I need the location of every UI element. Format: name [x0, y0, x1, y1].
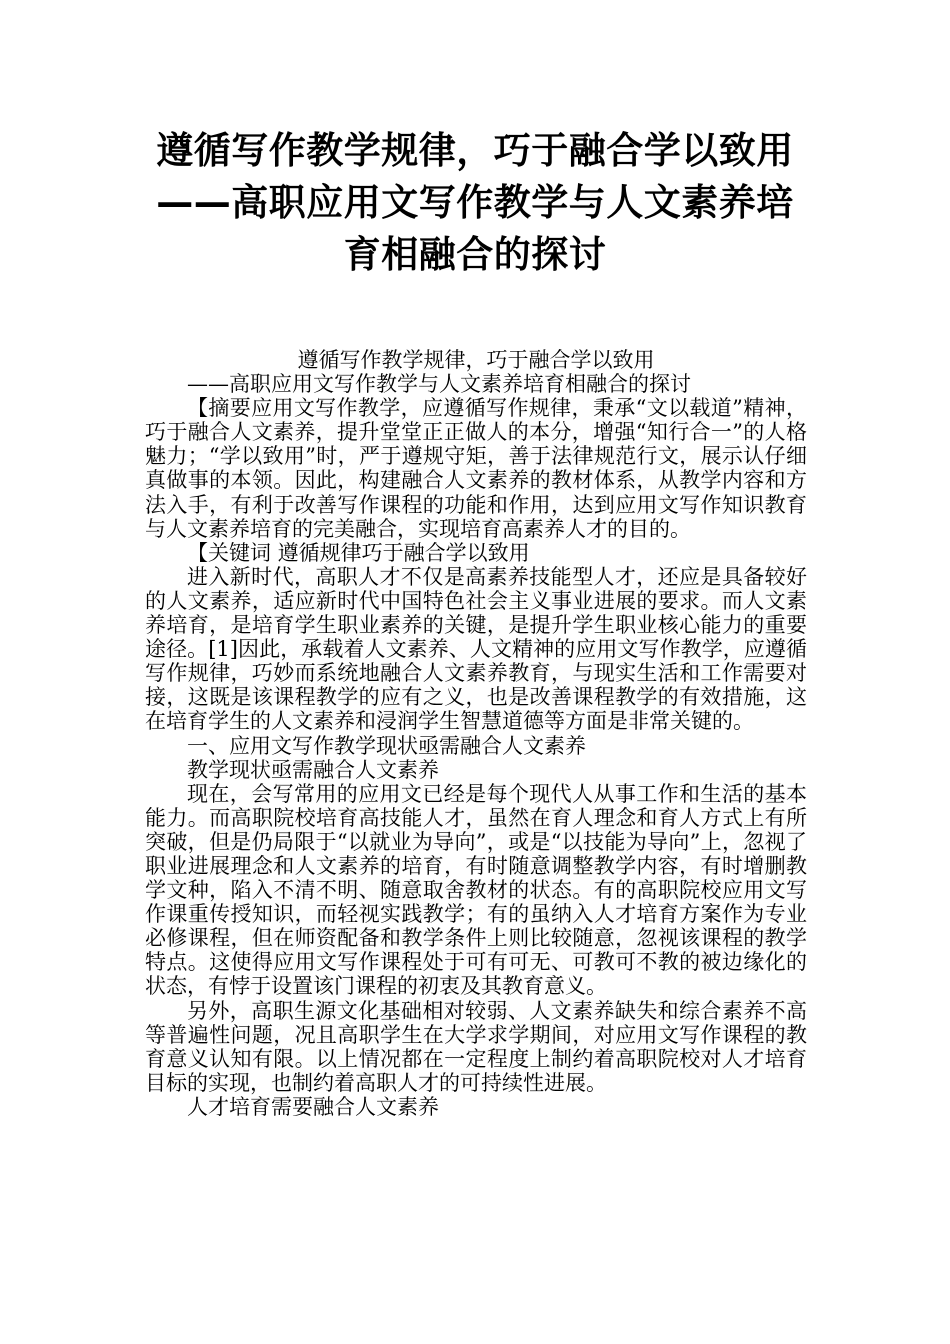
title-line-1: 遵循写作教学规律，巧于融合学以致用 [156, 129, 794, 172]
heading-line-1: 遵循写作教学规律，巧于融合学以致用 [297, 348, 655, 372]
title-line-2: ——高职应用文写作教学与人文素养培 [156, 181, 794, 224]
intro-paragraph: 进入新时代，高职人才不仅是高素养技能型人才，还应是具备较好的人文素养，适应新时代中国特色社会主义事业进展的要求。而人文素养培育，是培育学生职业素养的关键，是提升学生职业核心能力的重要途径。[1]因此，承载着人文素养、人文精神的应用文写作教学，应遵循写作规律，巧妙而系统地融合人文素养教育，与现实生活和工作需要对接，这既是该课程教学的应有之义，也是改善课程教学的有效措施，这在培育学生的人文素养和浸润学生智慧道德等方面是非常关键的。 [145, 564, 807, 734]
document-title [120, 125, 830, 281]
section-subheading-1: 教学现状亟需融合人文素养 [187, 757, 439, 782]
body-paragraph-1: 现在，会写常用的应用文已经是每个现代人从事工作和生活的基本能力。而高职院校培育高技能人才，虽然在育人理念和育人方式上有所突破，但是仍局限于“以就业为导向”，或是“以技能为导向”上，忽视了职业进展理念和人文素养的培育，有时随意调整教学内容，有时增删教学文种，陷入不清不明、随意取舍教材的状态。有的高职院校应用文写作课重传授知识，而轻视实践教学；有的虽纳入人才培育方案作为专业必修课程，但在师资配备和教学条件上则比较随意，忽视该课程的教学特点。这使得应用文写作课程处于可有可无、可教可不教的被边缘化的状态，有悖于设置该门课程的初衷及其教育意义。 [145, 781, 807, 999]
section-subheading-2: 人才培育需要融合人文素养 [187, 1094, 439, 1119]
abstract-paragraph: 【摘要应用文写作教学，应遵循写作规律，秉承“文以载道”精神，巧于融合人文素养，提升堂堂正正做人的本分，增强“知行合一”的人格魅力；“学以致用”时，严于遵规守矩，善于法律规范行文，展示认仔细真做事的本领。因此，构建融合人文素养的教材体系，从教学内容和方法入手，有利于改善写作课程的功能和作用，达到应用文写作知识教育与人文素养培育的完美融合，实现培育高素养人才的目的。 [145, 396, 807, 541]
document-body [145, 348, 807, 1119]
section-heading-1: 一、应用文写作教学现状亟需融合人文素养 [187, 733, 586, 758]
body-paragraph-2: 另外，高职生源文化基础相对较弱、人文素养缺失和综合素养不高等普遍性问题，况且高职学生在大学求学期间，对应用文写作课程的教育意义认知有限。以上情况都在一定程度上制约着高职院校对人才培育目标的实现，也制约着高职人才的可持续性进展。 [145, 998, 807, 1095]
heading-line-2: ——高职应用文写作教学与人文素养培育相融合的探讨 [187, 372, 691, 397]
keywords-paragraph: 【关键词 遵循规律巧于融合学以致用 [187, 540, 530, 565]
title-line-3: 育相融合的探讨 [343, 233, 607, 276]
